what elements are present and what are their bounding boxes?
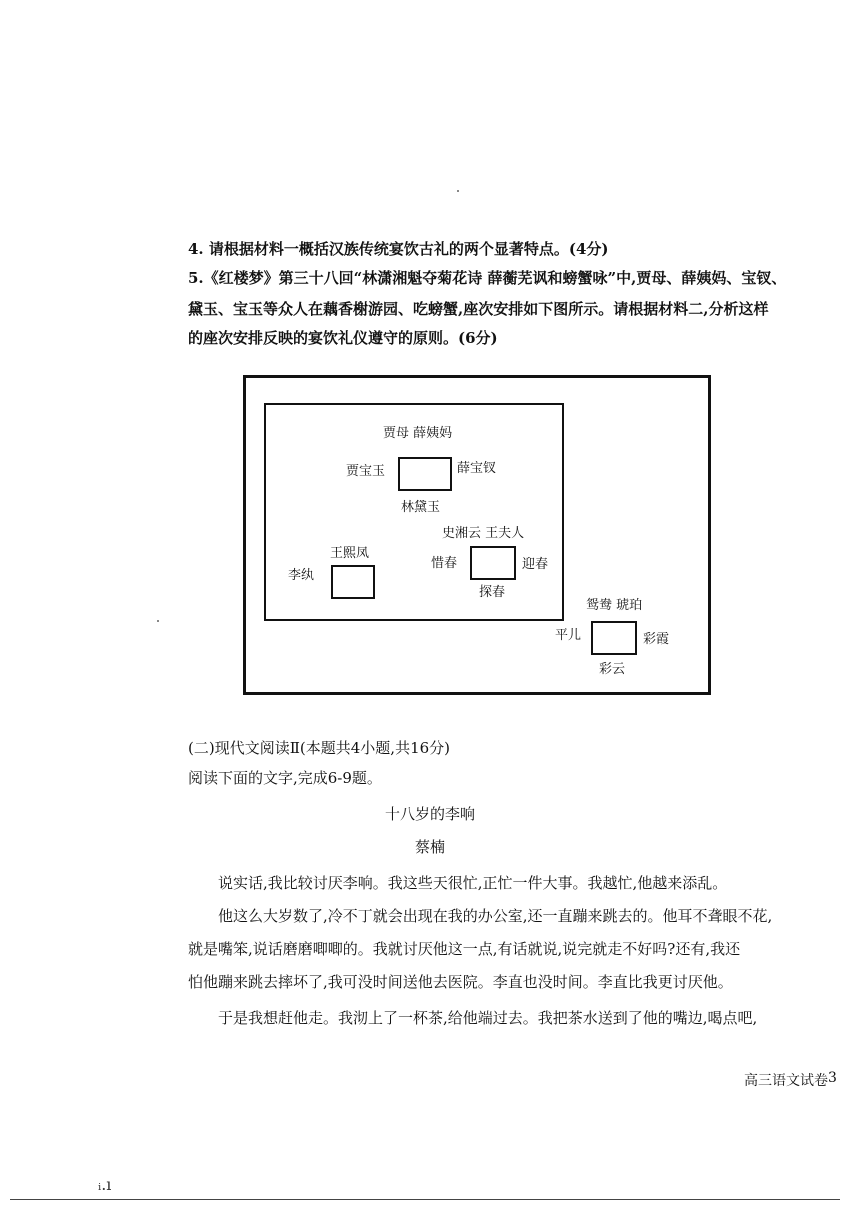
table-2-left-name: 李纨 [288,568,315,583]
table-1-top-names: 贾母 薛姨妈 [383,426,453,441]
story-paragraph-3: 于是我想赶他走。我沏上了一杯茶,给他端过去。我把茶水送到了他的嘴边,喝点吧, [218,1009,758,1027]
table-1 [398,457,452,491]
table-3 [470,546,516,580]
table-1-right-name: 薛宝钗 [457,461,497,476]
question-5-line-2: 黛玉、宝玉等众人在藕香榭游园、吃螃蟹,座次安排如下图所示。请根据材料二,分析这样 [188,300,769,318]
table-4 [591,621,637,655]
question-5-line-3: 的座次安排反映的宴饮礼仪遵守的原则。(6分) [188,329,498,347]
section-instruction: 阅读下面的文字,完成6-9题。 [188,769,382,787]
scan-speck [457,190,459,192]
table-4-right-name: 彩霞 [643,632,670,647]
question-5-line-1: 5.《红楼梦》第三十八回“林潇湘魁夺菊花诗 薛蘅芜讽和螃蟹咏”中,贾母、薛姨妈、宝钗、 [188,269,787,287]
table-4-top-names: 鸳鸯 琥珀 [586,598,643,613]
table-3-bottom-name: 探春 [479,585,506,600]
table-4-left-name: 平儿 [555,628,582,643]
story-paragraph-1: 说实话,我比较讨厌李响。我这些天很忙,正忙一件大事。我越忙,他越来添乱。 [218,874,728,892]
table-2 [331,565,375,599]
story-paragraph-2-line-3: 怕他蹦来跳去摔坏了,我可没时间送他去医院。李直也没时间。李直比我更讨厌他。 [188,973,733,991]
question-4: 4. 请根据材料一概括汉族传统宴饮古礼的两个显著特点。(4分) [188,240,609,258]
story-paragraph-2-line-1: 他这么大岁数了,冷不丁就会出现在我的办公室,还一直蹦来跳去的。他耳不聋眼不花, [218,907,773,925]
table-3-left-name: 惜春 [431,556,458,571]
scan-mark: ᵢ.ı [98,1175,112,1194]
story-paragraph-2-line-2: 就是嘴笨,说话磨磨唧唧的。我就讨厌他这一点,有话就说,说完就走不好吗?还有,我还 [188,940,741,958]
table-1-left-name: 贾宝玉 [346,464,386,479]
bottom-fold-line [10,1199,840,1200]
table-1-bottom-name: 林黛玉 [401,500,441,515]
story-author: 蔡楠 [414,838,445,856]
section-heading: (二)现代文阅读Ⅱ(本题共4小题,共16分) [188,739,451,757]
footer-page-mark: 3 [828,1070,837,1086]
table-3-right-name: 迎春 [522,557,549,572]
table-3-top-names: 史湘云 王夫人 [442,526,525,541]
table-4-bottom-name: 彩云 [599,662,626,677]
story-title: 十八岁的李响 [384,805,475,823]
table-2-top-name: 王熙凤 [330,546,370,561]
footer-label: 高三语文试卷 [744,1073,828,1089]
scan-speck [157,620,159,622]
